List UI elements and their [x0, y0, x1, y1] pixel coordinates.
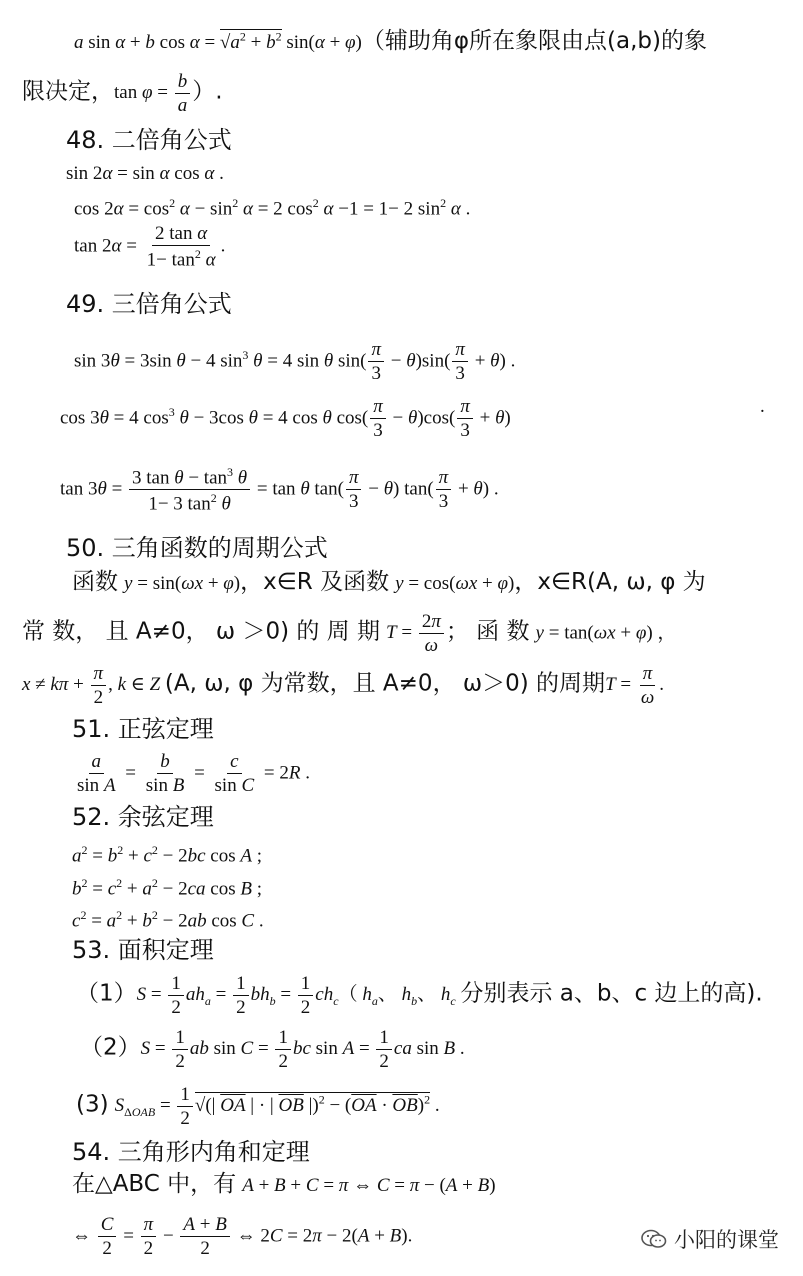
- section-52-title: 52. 余弦定理: [72, 803, 214, 831]
- period-line1: 函数 y = sin(ωx + φ)，x∈R 及函数 y = cos(ωx + φ)，x∈R(A, ω, φ 为: [72, 569, 706, 595]
- formula-aux-angle: a sin α + b $\cos \alpha = √a^2 + b^2$ sin(α + φ)（辅助角φ所在象限由点(a,b)的象: [74, 28, 707, 54]
- formula-law-of-sines: $\frac{a}{\text{sin A}}$ = $\frac{b}{\text{sin B}}$ = $\frac{c}{\text{sin C}}$ = 2R .: [77, 751, 310, 796]
- formula-tan2a: tan 2α = $\frac{\text{2 tan α}}{1- \tan^2 \alpha}$ .: [74, 223, 226, 271]
- section-53-title: 53. 面积定理: [72, 936, 214, 964]
- section-51-title: 51. 正弦定理: [72, 715, 214, 743]
- area-formula-3: (3) $S_{\Delta OAB}$ = $\frac{1}{2}$ √(| $\overline{OA}$ | · | $\overline{OB}$ $|)^2 - (\overline{OA} \cdot \overline{OB})^2$ .: [76, 1084, 440, 1129]
- aux-angle-note: （辅助角φ所在象限由点(a,b)的象: [361, 28, 707, 54]
- section-54-title: 54. 三角形内角和定理: [72, 1138, 310, 1166]
- wechat-icon: [640, 1228, 668, 1250]
- formula-sin2a: sin 2α = sin α cos α .: [66, 163, 224, 184]
- formula-cos3t: cos 3θ = 4 $\cos^3 \theta - 3\cos$ θ = 4 cos θ cos( $\frac{\pi}{3}$ − θ)cos( $\frac{\pi}{3}$ + θ) .: [60, 396, 765, 441]
- watermark-text: 小阳的课堂: [674, 1228, 779, 1252]
- formula-cos-b: $b^2 = c^2 + a^2 - 2ca$ cos B ;: [72, 876, 262, 900]
- period-line2: 常 数， 且 A≠0， ω ＞0) 的 周 期 T = $\frac{2\pi}{\omega}$ ； 函 数 y = tan(ωx + φ) ，: [22, 611, 677, 656]
- formula-sin3t: sin 3θ = 3sin θ − 4 $\sin^3 \theta = 4$ sin θ sin( $\frac{\pi}{3}$ − θ)sin( $\frac{\pi}{3}$ + θ) .: [74, 339, 516, 384]
- watermark: [640, 1224, 779, 1254]
- section-48-title: 48. 二倍角公式: [66, 126, 232, 154]
- section-49-title: 49. 三倍角公式: [66, 290, 232, 318]
- formula-cos2a: $\cos 2\alpha = \cos^2 \alpha - \sin^2 \alpha = 2$ $\cos^2 \alpha -1 = 1- 2$ $\sin^2 \alpha$ .: [74, 196, 471, 220]
- area-formula-2: （2）S = $\frac{1}{2}$ ab sin C = $\frac{1}{2}$ bc sin A = $\frac{1}{2}$ ca sin B .: [80, 1027, 465, 1072]
- area-formula-1: （1）S = $\frac{1}{2}$ $ah_a$ = $\frac{1}{2}$ $bh_b$ = $\frac{1}{2}$ $ch_c$（ $h_a$、 $h_b$、 $h_c$ 分别表示 a、b、c 边上的高).: [76, 973, 763, 1018]
- formula-tan3t: tan 3θ = $\frac{3 \tan \theta - \tan^3 \theta}{1- 3 \tan^2 \theta}$ = tan θ tan( $\frac{\pi}{3}$ − θ) tan( $\frac{\pi}{3}$ + θ) .: [60, 465, 499, 515]
- angle-sum-line1: 在△ABC 中，有 A + B + C = π ⇔ C = π − (A + B): [72, 1171, 496, 1197]
- formula-cos-c: $c^2 = a^2 + b^2 - 2ab$ cos C .: [72, 908, 264, 932]
- section-50-title: 50. 三角函数的周期公式: [66, 534, 328, 562]
- aux-angle-line2: 限决定，tan φ = $\frac{b}{a}$ ）.: [22, 71, 223, 116]
- period-line3: x ≠ kπ + $\frac{\pi}{2}$ , k ∈ Z (A, ω, φ 为常数，且 A≠0， ω＞0) 的周期T = $\frac{\pi}{\omega}$ .: [22, 663, 665, 708]
- angle-sum-line2: ⇔ $\frac{C}{2}$ = $\frac{\pi}{2}$ − $\frac{A + B}{2}$ ⇔ 2C = 2π − 2(A + B).: [72, 1214, 413, 1259]
- formula-cos-a: $a^2 = b^2 + c^2 - 2bc$ cos A ;: [72, 843, 262, 867]
